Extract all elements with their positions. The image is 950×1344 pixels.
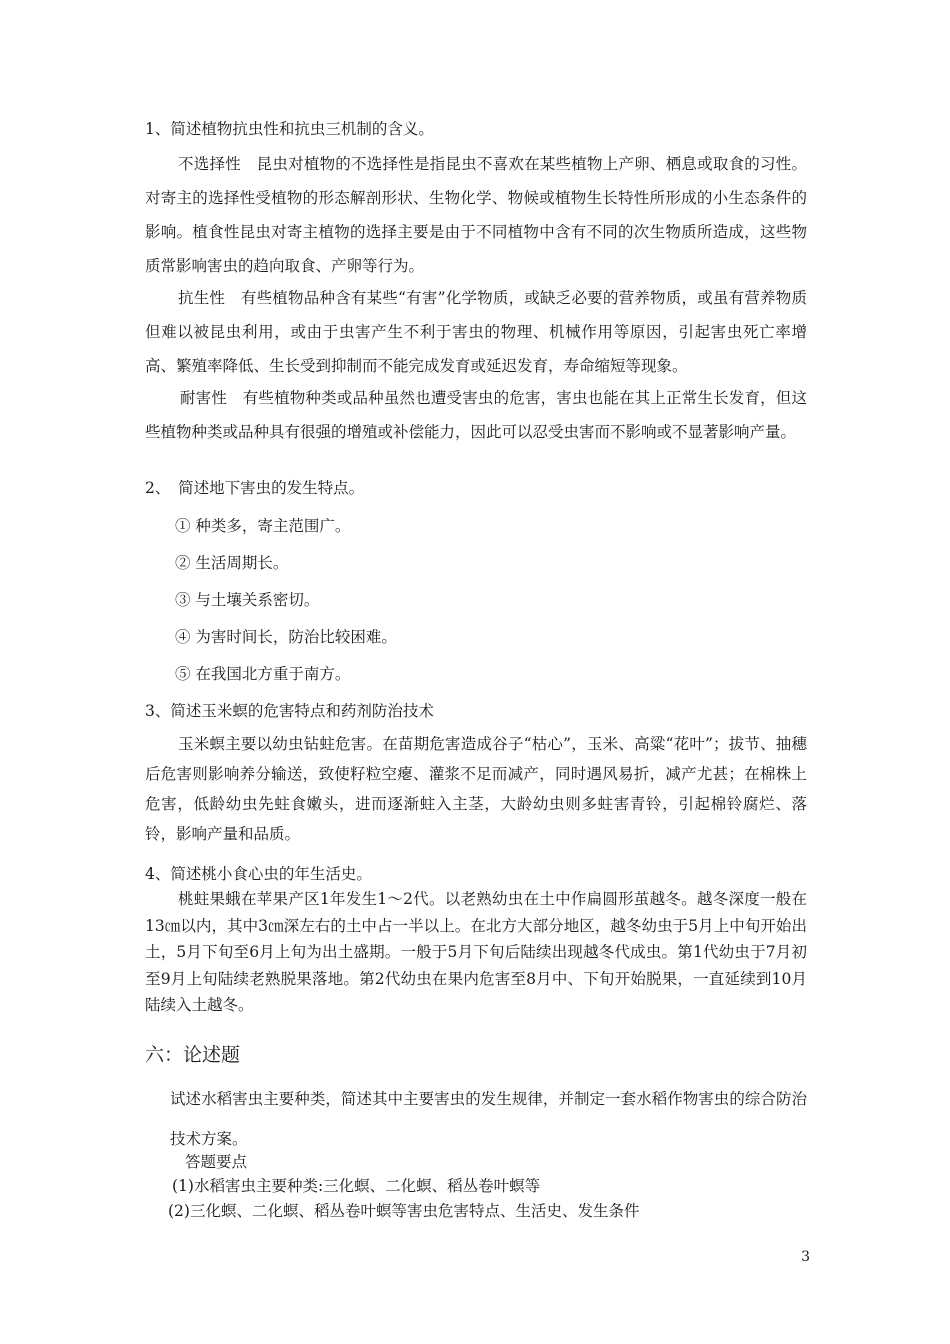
section-six-title: 六：论述题 [145, 1044, 241, 1066]
q2-list-item: ④ 为害时间长，防治比较困难。 [175, 628, 397, 646]
essay-question: 试述水稻害虫主要种类，简述其中主要害虫的发生规律，并制定一套水稻作物害虫的综合防治技术方案。 [170, 1090, 807, 1148]
q3-paragraph: 玉米螟主要以幼虫钻蛀危害。在苗期危害造成谷子“枯心”，玉米、高粱“花叶”；拔节、抽穗后危害则影响养分输送，致使籽粒空瘪、灌浆不足而减产，同时遇风易折，减产尤甚；在棉株上危害，低龄幼虫先蛀食嫩头，进而逐渐蛀入主茎，大龄幼虫则多蛀害青铃，引起棉铃腐烂、落铃，影响产量和品质。 [145, 735, 807, 843]
q4-paragraph: 桃蛀果蛾在苹果产区1年发生1～2代。以老熟幼虫在土中作扁圆形茧越冬。越冬深度一般在13㎝以内，其中3㎝深左右的土中占一半以上。在北方大部分地区，越冬幼虫于5月上中旬开始出土，5月下旬至6月上旬为出土盛期。一般于5月下旬后陆续出现越冬代成虫。第1代幼虫于7月初至9月上旬陆续老熟脱果落地。第2代幼虫在果内危害至8月中、下旬开始脱果，一直延续到10月陆续入土越冬。 [145, 890, 807, 1014]
q2-list-item: ⑤ 在我国北方重于南方。 [175, 665, 351, 683]
q1-paragraph-tolerance: 耐害性 有些植物种类或品种虽然也遭受害虫的危害，害虫也能在其上正常生长发育，但这些植物种类或品种具有很强的增殖或补偿能力，因此可以忍受虫害而不影响或不显著影响产量。 [145, 389, 807, 441]
q2-list-item: ③ 与土壤关系密切。 [175, 591, 320, 609]
q1-paragraph-nonpreference: 不选择性 昆虫对植物的不选择性是指昆虫不喜欢在某些植物上产卵、栖息或取食的习性。对寄主的选择性受植物的形态解剖形状、生物化学、物候或植物生长特性所形成的小生态条件的影响。植食性昆虫对寄主植物的选择主要是由于不同植物中含有不同的次生物质所造成，这些物质常影响害虫的趋向取食、产卵等行为。 [145, 155, 807, 275]
q1-paragraph-antibiosis: 抗生性 有些植物品种含有某些“有害”化学物质，或缺乏必要的营养物质，或虽有营养物质但难以被昆虫利用，或由于虫害产生不利于害虫的物理、机械作用等原因，引起害虫死亡率增高、繁殖率降低、生长受到抑制而不能完成发育或延迟发育，寿命缩短等现象。 [145, 289, 807, 375]
q3-title: 3、简述玉米螟的危害特点和药剂防治技术 [145, 702, 434, 720]
q2-title: 2、 简述地下害虫的发生特点。 [145, 479, 365, 497]
answer-point: (1)水稻害虫主要种类:三化螟、二化螟、稻丛卷叶螟等 [172, 1177, 541, 1195]
q2-list-item: ② 生活周期长。 [175, 554, 289, 572]
answer-point: (2)三化螟、二化螟、稻丛卷叶螟等害虫危害特点、生活史、发生条件 [168, 1202, 640, 1220]
q2-list-item: ① 种类多，寄主范围广。 [175, 517, 351, 535]
q4-title: 4、简述桃小食心虫的年生活史。 [145, 865, 372, 883]
q1-title: 1、简述植物抗虫性和抗虫三机制的含义。 [145, 120, 434, 138]
answer-key-label: 答题要点 [185, 1153, 248, 1171]
page-number: 3 [801, 1249, 810, 1265]
